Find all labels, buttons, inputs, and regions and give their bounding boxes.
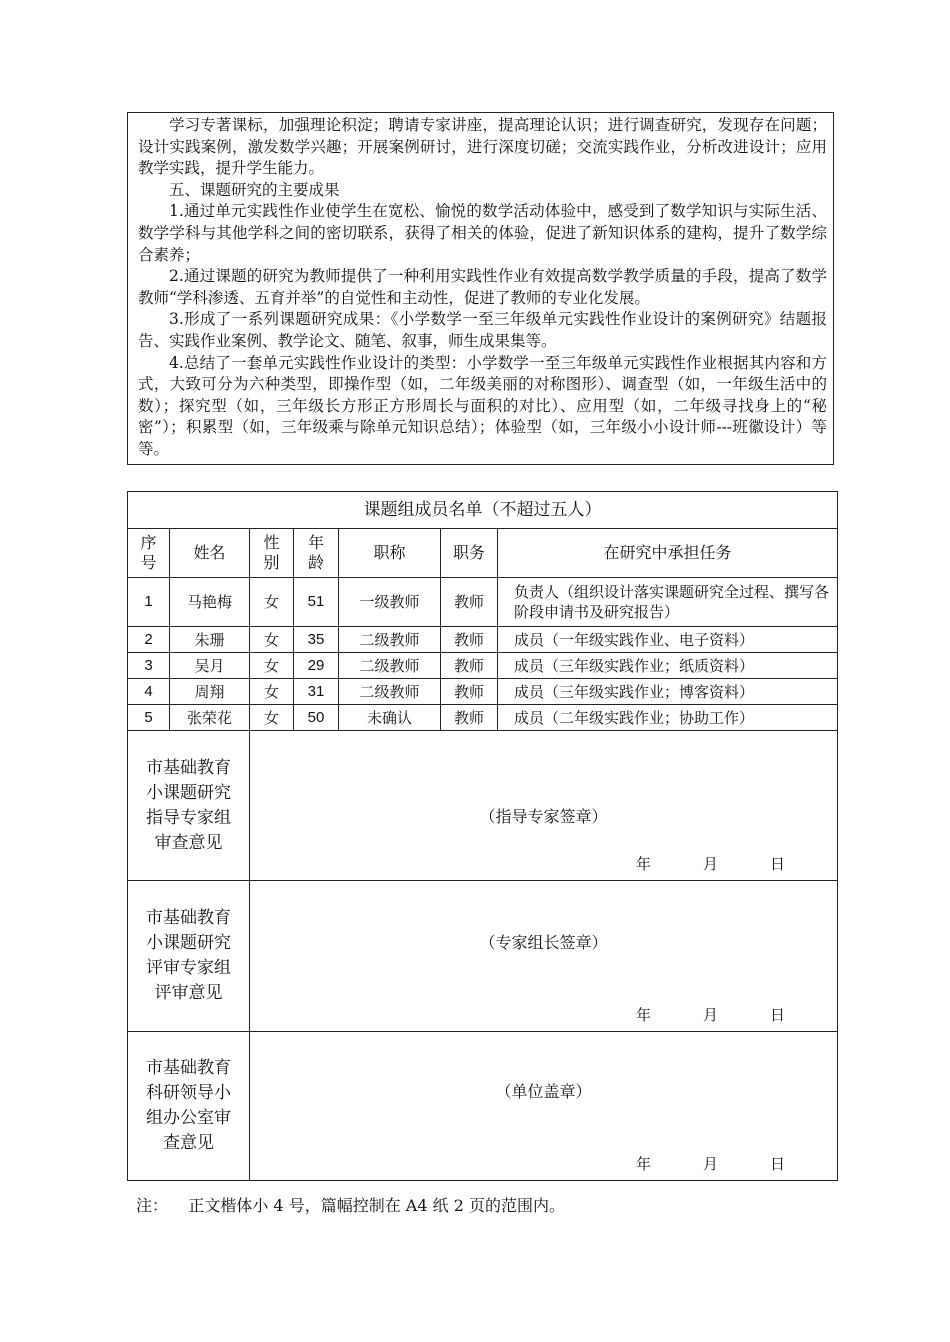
- cell-task: 成员（二年级实践作业；协助工作）: [498, 705, 838, 731]
- header-position: 职务: [441, 529, 498, 578]
- header-age: 年龄: [294, 529, 339, 578]
- cell-name: 马艳梅: [170, 578, 250, 627]
- table-row: [128, 578, 838, 627]
- table-row: [128, 653, 838, 679]
- signature-placeholder: （指导专家签章）: [479, 807, 608, 826]
- header-gender: 性别: [250, 529, 294, 578]
- header-task: 在研究中承担任务: [498, 529, 838, 578]
- cell-name: 张荣花: [170, 705, 250, 731]
- section-heading-results: 五、课题研究的主要成果: [169, 180, 340, 199]
- paragraph-result-4: 4.总结了一套单元实践性作业设计的类型：小学数学一至三年级单元实践性作业根据其内容和方式，大致可分为六种类型，即操作型（如，二年级美丽的对称图形）、调查型（如，一年级生活中的数）；探究型（如，三年级长方形正方形周长与面积的对比）、应用型（如，二年级寻找身上的“秘密”）；积累型（如，三年级乘与除单元知识总结）；体验型（如，三年级小小设计师---班徽设计）等等。: [138, 353, 827, 458]
- cell-rank: 一级教师: [339, 578, 441, 627]
- signature-placeholder: （单位盖章）: [495, 1082, 592, 1101]
- review-body: [250, 881, 838, 1032]
- date-line: 年 月 日: [635, 1006, 786, 1024]
- cell-seq: 5: [128, 705, 170, 731]
- cell-name: 周翔: [170, 679, 250, 705]
- cell-seq: 4: [128, 679, 170, 705]
- signature-placeholder: （专家组长签章）: [479, 933, 608, 952]
- cell-position: 教师: [441, 627, 498, 653]
- cell-name: 朱珊: [170, 627, 250, 653]
- cell-task: 成员（三年级实践作业；博客资料）: [498, 679, 838, 705]
- cell-task: 成员（三年级实践作业；纸质资料）: [498, 653, 838, 679]
- header-name: 姓名: [170, 529, 250, 578]
- review-label: 市基础教育小课题研究指导专家组审查意见: [128, 731, 250, 881]
- review-label: 市基础教育小课题研究评审专家组评审意见: [128, 881, 250, 1032]
- cell-position: 教师: [441, 679, 498, 705]
- cell-position: 教师: [441, 653, 498, 679]
- cell-gender: 女: [250, 679, 294, 705]
- cell-age: 50: [294, 705, 339, 731]
- cell-rank: 二级教师: [339, 627, 441, 653]
- header-rank: 职称: [339, 529, 441, 578]
- cell-gender: 女: [250, 653, 294, 679]
- review-row-evaluation: [128, 881, 838, 1032]
- members-table: [127, 491, 838, 1181]
- paragraph-methods: 学习专著课标，加强理论积淀；聘请专家讲座，提高理论认识；进行调查研究，发现存在问题；设计实践案例，激发数学兴趣；开展案例研讨，进行深度切磋；交流实践作业，分析改进设计；应用教学实践，提升学生能力。: [138, 116, 827, 178]
- cell-rank: 二级教师: [339, 653, 441, 679]
- cell-name: 吴月: [170, 653, 250, 679]
- review-body: [250, 731, 838, 881]
- cell-gender: 女: [250, 705, 294, 731]
- cell-task: 负责人（组织设计落实课题研究全过程、撰写各阶段申请书及研究报告）: [498, 578, 838, 627]
- cell-age: 31: [294, 679, 339, 705]
- cell-gender: 女: [250, 578, 294, 627]
- table-row: [128, 679, 838, 705]
- paragraph-result-2: 2.通过课题的研究为教师提供了一种利用实践性作业有效提高数学教学质量的手段，提高了数学教师“学科渗透、五育并举”的自觉性和主动性，促进了教师的专业化发展。: [138, 267, 827, 307]
- paragraph-result-3: 3.形成了一系列课题研究成果：《小学数学一至三年级单元实践性作业设计的案例研究》结题报告、实践作业案例、教学论文、随笔、叙事，师生成果集等。: [138, 310, 827, 350]
- cell-age: 51: [294, 578, 339, 627]
- review-label: 市基础教育科研领导小组办公室审查意见: [128, 1032, 250, 1181]
- cell-seq: 1: [128, 578, 170, 627]
- cell-task: 成员（一年级实践作业、电子资料）: [498, 627, 838, 653]
- cell-age: 35: [294, 627, 339, 653]
- cell-rank: 二级教师: [339, 679, 441, 705]
- table-row: [128, 627, 838, 653]
- table-row: [128, 705, 838, 731]
- cell-seq: 2: [128, 627, 170, 653]
- cell-rank: 未确认: [339, 705, 441, 731]
- footnote: 注： 正文楷体小 4 号，篇幅控制在 A4 纸 2 页的范围内。: [136, 1196, 565, 1215]
- cell-seq: 3: [128, 653, 170, 679]
- date-line: 年 月 日: [635, 1155, 786, 1173]
- review-body: [250, 1032, 838, 1181]
- research-summary-box: [127, 112, 834, 465]
- cell-position: 教师: [441, 578, 498, 627]
- cell-position: 教师: [441, 705, 498, 731]
- header-seq: 序号: [128, 529, 170, 578]
- cell-gender: 女: [250, 627, 294, 653]
- review-row-office: [128, 1032, 838, 1181]
- paragraph-result-1: 1.通过单元实践性作业使学生在宽松、愉悦的数学活动体验中，感受到了数学知识与实际生活、数学学科与其他学科之间的密切联系，获得了相关的体验，促进了新知识体系的建构，提升了数学综合素养；: [138, 202, 827, 264]
- table-title: 课题组成员名单（不超过五人）: [128, 492, 838, 529]
- date-line: 年 月 日: [635, 855, 786, 873]
- review-row-guidance: [128, 731, 838, 881]
- cell-age: 29: [294, 653, 339, 679]
